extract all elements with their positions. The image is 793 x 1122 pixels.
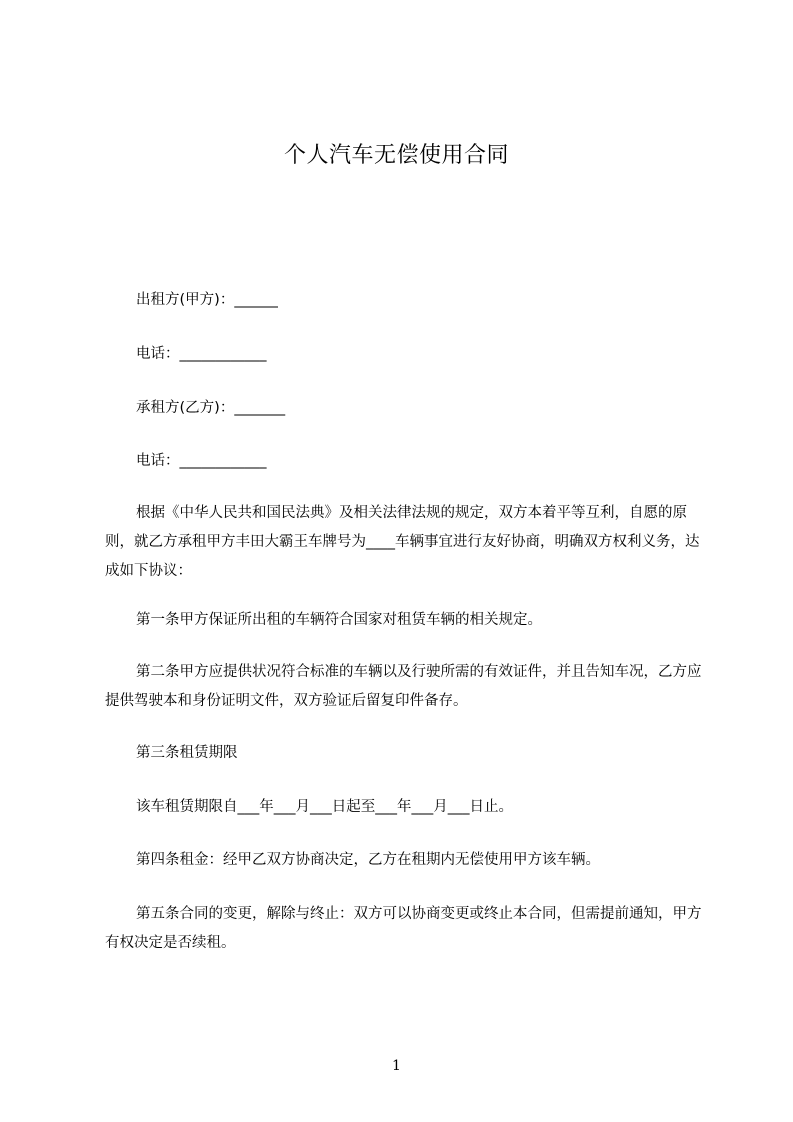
article-5: 第五条合同的变更，解除与终止：双方可以协商变更或终止本合同，但需提前通知，甲方有权决定是否续租。 (105, 906, 702, 951)
article-3-heading: 第三条租赁期限 (136, 745, 238, 761)
article-4: 第四条租金：经甲乙双方协商决定，乙方在租期内无偿使用甲方该车辆。 (136, 852, 600, 868)
document-title: 个人汽车无偿使用合同 (283, 143, 509, 168)
preamble-paragraph: 根据《中华人民共和国民法典》及相关法律法规的规定，双方本着平等互利，自愿的原则，就乙方承租甲方丰田大霸王车牌号为____车辆事宜进行友好协商，明确双方权利义务，达成如下协议： (105, 505, 700, 579)
lessee-line: 承租方(乙方)：_______ (136, 400, 286, 416)
page-number: 1 (392, 1058, 401, 1074)
lessor-phone-line: 电话：____________ (136, 346, 267, 362)
article-3-text: 该车租赁期限自___年___月___日起至___年___月___日止。 (136, 799, 513, 815)
lessee-phone-line: 电话：____________ (136, 453, 267, 469)
article-2: 第二条甲方应提供状况符合标准的车辆以及行驶所需的有效证件，并且告知车况，乙方应提供驾驶本和身份证明文件，双方验证后留复印件备存。 (105, 664, 702, 709)
article-1: 第一条甲方保证所出租的车辆符合国家对租赁车辆的相关规定。 (136, 612, 542, 628)
lessor-line: 出租方(甲方)：______ (136, 292, 278, 308)
